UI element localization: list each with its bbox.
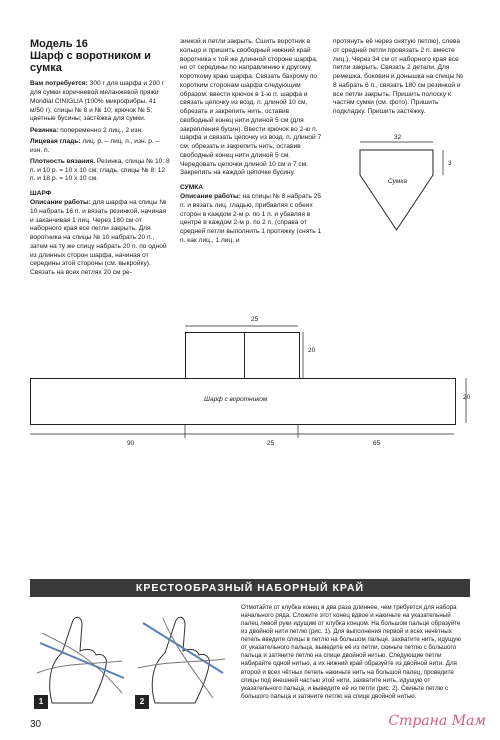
rib-text: попеременно 2 лиц., 2 изн.: [60, 126, 144, 134]
collar-height-label: 20: [308, 347, 316, 354]
bag-desc-label: Описание работы:: [180, 193, 241, 201]
bag-pattern-diagram: [350, 130, 470, 240]
stockinette-paragraph: [30, 138, 170, 156]
scarf-desc-text: для шарфа на спицы № 10 набрать 16 п. и вязать резинкой, начиная и заканчивая 1 лиц. Через 180 см от наборного края все петли закрыть. Для воротника на спицы № 10 набрать 20 п., затем на ту же спицу набрать 20 п. по одной из длинных сторон шарфа, начиная от середины этой стороны (см. выкройку). Связать на всех петлях 20 см ре-: [30, 198, 167, 277]
density-label: Плотность вязания.: [30, 157, 96, 165]
rib-paragraph: [30, 127, 170, 136]
howto-paragraph: Отмотайте от клубка конец в два раза длиннее, чем требуется для набора начального ряда. Сложите этот конец вдвое и накиньте на указательный палец левой руки идущим от клубка концом. На большом пальце образуйте из двойной нити петлю (рис. 1). Для выполнения первой и всех нечётных петель введите спицы в петлю на большом пальце, захватите нить, идущую от указательного пальца, выведите её из петли, скиньте петлю с большого пальца и затяните петлю на спице двойной нитью. Следующие петли набирайте одной нитью, а их нижний край образуйте из двойной нити. Для второй и всех чётных петель накиньте нить на большой палец, проведите спицы под внешней частью этой нити, захватите нить, идущую от указательного пальца, и выведите её из петли (рис. 2). Скиньте петлю с большого пальца и затяните петлю на спице двойной нитью.: [241, 604, 461, 700]
scarf-height-label: 20: [463, 394, 471, 401]
bag-width-label: 32: [394, 134, 402, 141]
column-1: [30, 38, 170, 280]
scarf-dimensions: [30, 378, 480, 438]
page-number: 30: [30, 719, 42, 730]
bag-continued: протянуть её через снятую петлю), слева от средней петли провязать 2 п. вместе лиц.). Через 34 см от наборного края все петли закрыть. Связать 2 детали. Для ремешка, боковин и донышка на спицы № 8 набрать 6 п., связать 180 см резинкой и все петли закрыть. Пришить полоску к частям сумки (см. фото). Пришить подкладку. Пришить застёжку.: [333, 38, 464, 116]
page-title: Шарф с воротником и сумка: [30, 50, 151, 75]
hand-illustration-1: [32, 603, 130, 710]
density-paragraph: [30, 158, 170, 184]
step-1-badge: 1: [34, 695, 48, 709]
scarf-label: Шарф с воротником: [204, 396, 268, 403]
density-text: Резинка, спицы № 10: 8 п. и 10 р. = 10 х 10 см; гладь, спицы № 8: 12 п. и 18 р. = 10 х 10 см.: [30, 157, 170, 183]
needs-label: Вам потребуется:: [30, 80, 88, 88]
scarf-seg-right-label: 65: [373, 440, 381, 447]
column-2: [180, 38, 323, 248]
section-banner: КРЕСТООБРАЗНЫЙ НАБОРНЫЙ КРАЙ: [30, 579, 470, 597]
scarf-continued: зинкой и петли закрыть. Сшить воротник в кольцо и пришить свободный нижний край воротника к той же длинной стороне шарфа, но от середины по направлению к другому короткому краю шарфа. Связать бахрому по коротким сторонам шарфа следующим образом: ввести крючок в 1-ю п. шарфа и связать цепочку из возд. п. длиной 10 см, обрезать и закрепить нить, оставив свободный конец нити длиной 5 см (для закрепления бусин). Ввести крючок во 2-ю п. шарфа и связать цепочку из возд. п. длиной 7 см, обрезать и закрепить нить, оставив свободный конец нити длиной 5 см. Чередовать цепочки длиной 10 см и 7 см. Закрепить на каждой цепочке бусину.: [180, 38, 322, 177]
bag-outline: [360, 150, 433, 230]
needs-paragraph: [30, 80, 170, 124]
bag-label: Сумка: [388, 178, 408, 185]
watermark: Страна Мам: [388, 713, 486, 729]
scarf-seg-left-label: 90: [127, 440, 135, 447]
model-number: Модель 16: [30, 38, 88, 50]
collar-width-label: 25: [251, 316, 259, 323]
column-3: [333, 38, 468, 119]
step-2-badge: 2: [135, 695, 149, 709]
scarf-desc-label: Описание работы:: [30, 198, 91, 206]
bag-desc-text: на спицы № 8 набрать 25 п. и вязать лиц. гладью, прибавляя с обеих сторон в каждом 2-м р. по 1 п. и убавляя в центре в каждом 2-м р. по 2 п. (справа от средней петли выполнить 1 протяжку (снять 1 п. как лиц., 1 лиц. и: [180, 193, 322, 244]
bag-height-label: 3: [448, 160, 452, 167]
rib-label: Резинка:: [30, 126, 59, 134]
scarf-description: [30, 199, 170, 278]
bag-description: [180, 193, 323, 246]
stockinette-label: Лицевая гладь:: [30, 137, 81, 145]
hand-illustration-2: [133, 603, 233, 710]
scarf-seg-mid-label: 25: [267, 440, 275, 447]
howto-text-block: [241, 604, 465, 701]
bag-heading: СУМКА: [180, 184, 204, 192]
scarf-heading: ШАРФ: [30, 190, 52, 198]
needs-text: 300 г для шарфа и 200 г для сумки коричневой меланжевой пряжи Mondial CINIGLIA (100% микрофибры, 41 м/50 г); спицы № 8 и № 10; крючок № 5; цветные бусины; застёжка для сумки.: [30, 80, 165, 123]
collar-dimensions: [185, 314, 310, 384]
stockinette-text: лиц. р. – лиц. п., изн. р. – изн. п.: [30, 137, 160, 154]
